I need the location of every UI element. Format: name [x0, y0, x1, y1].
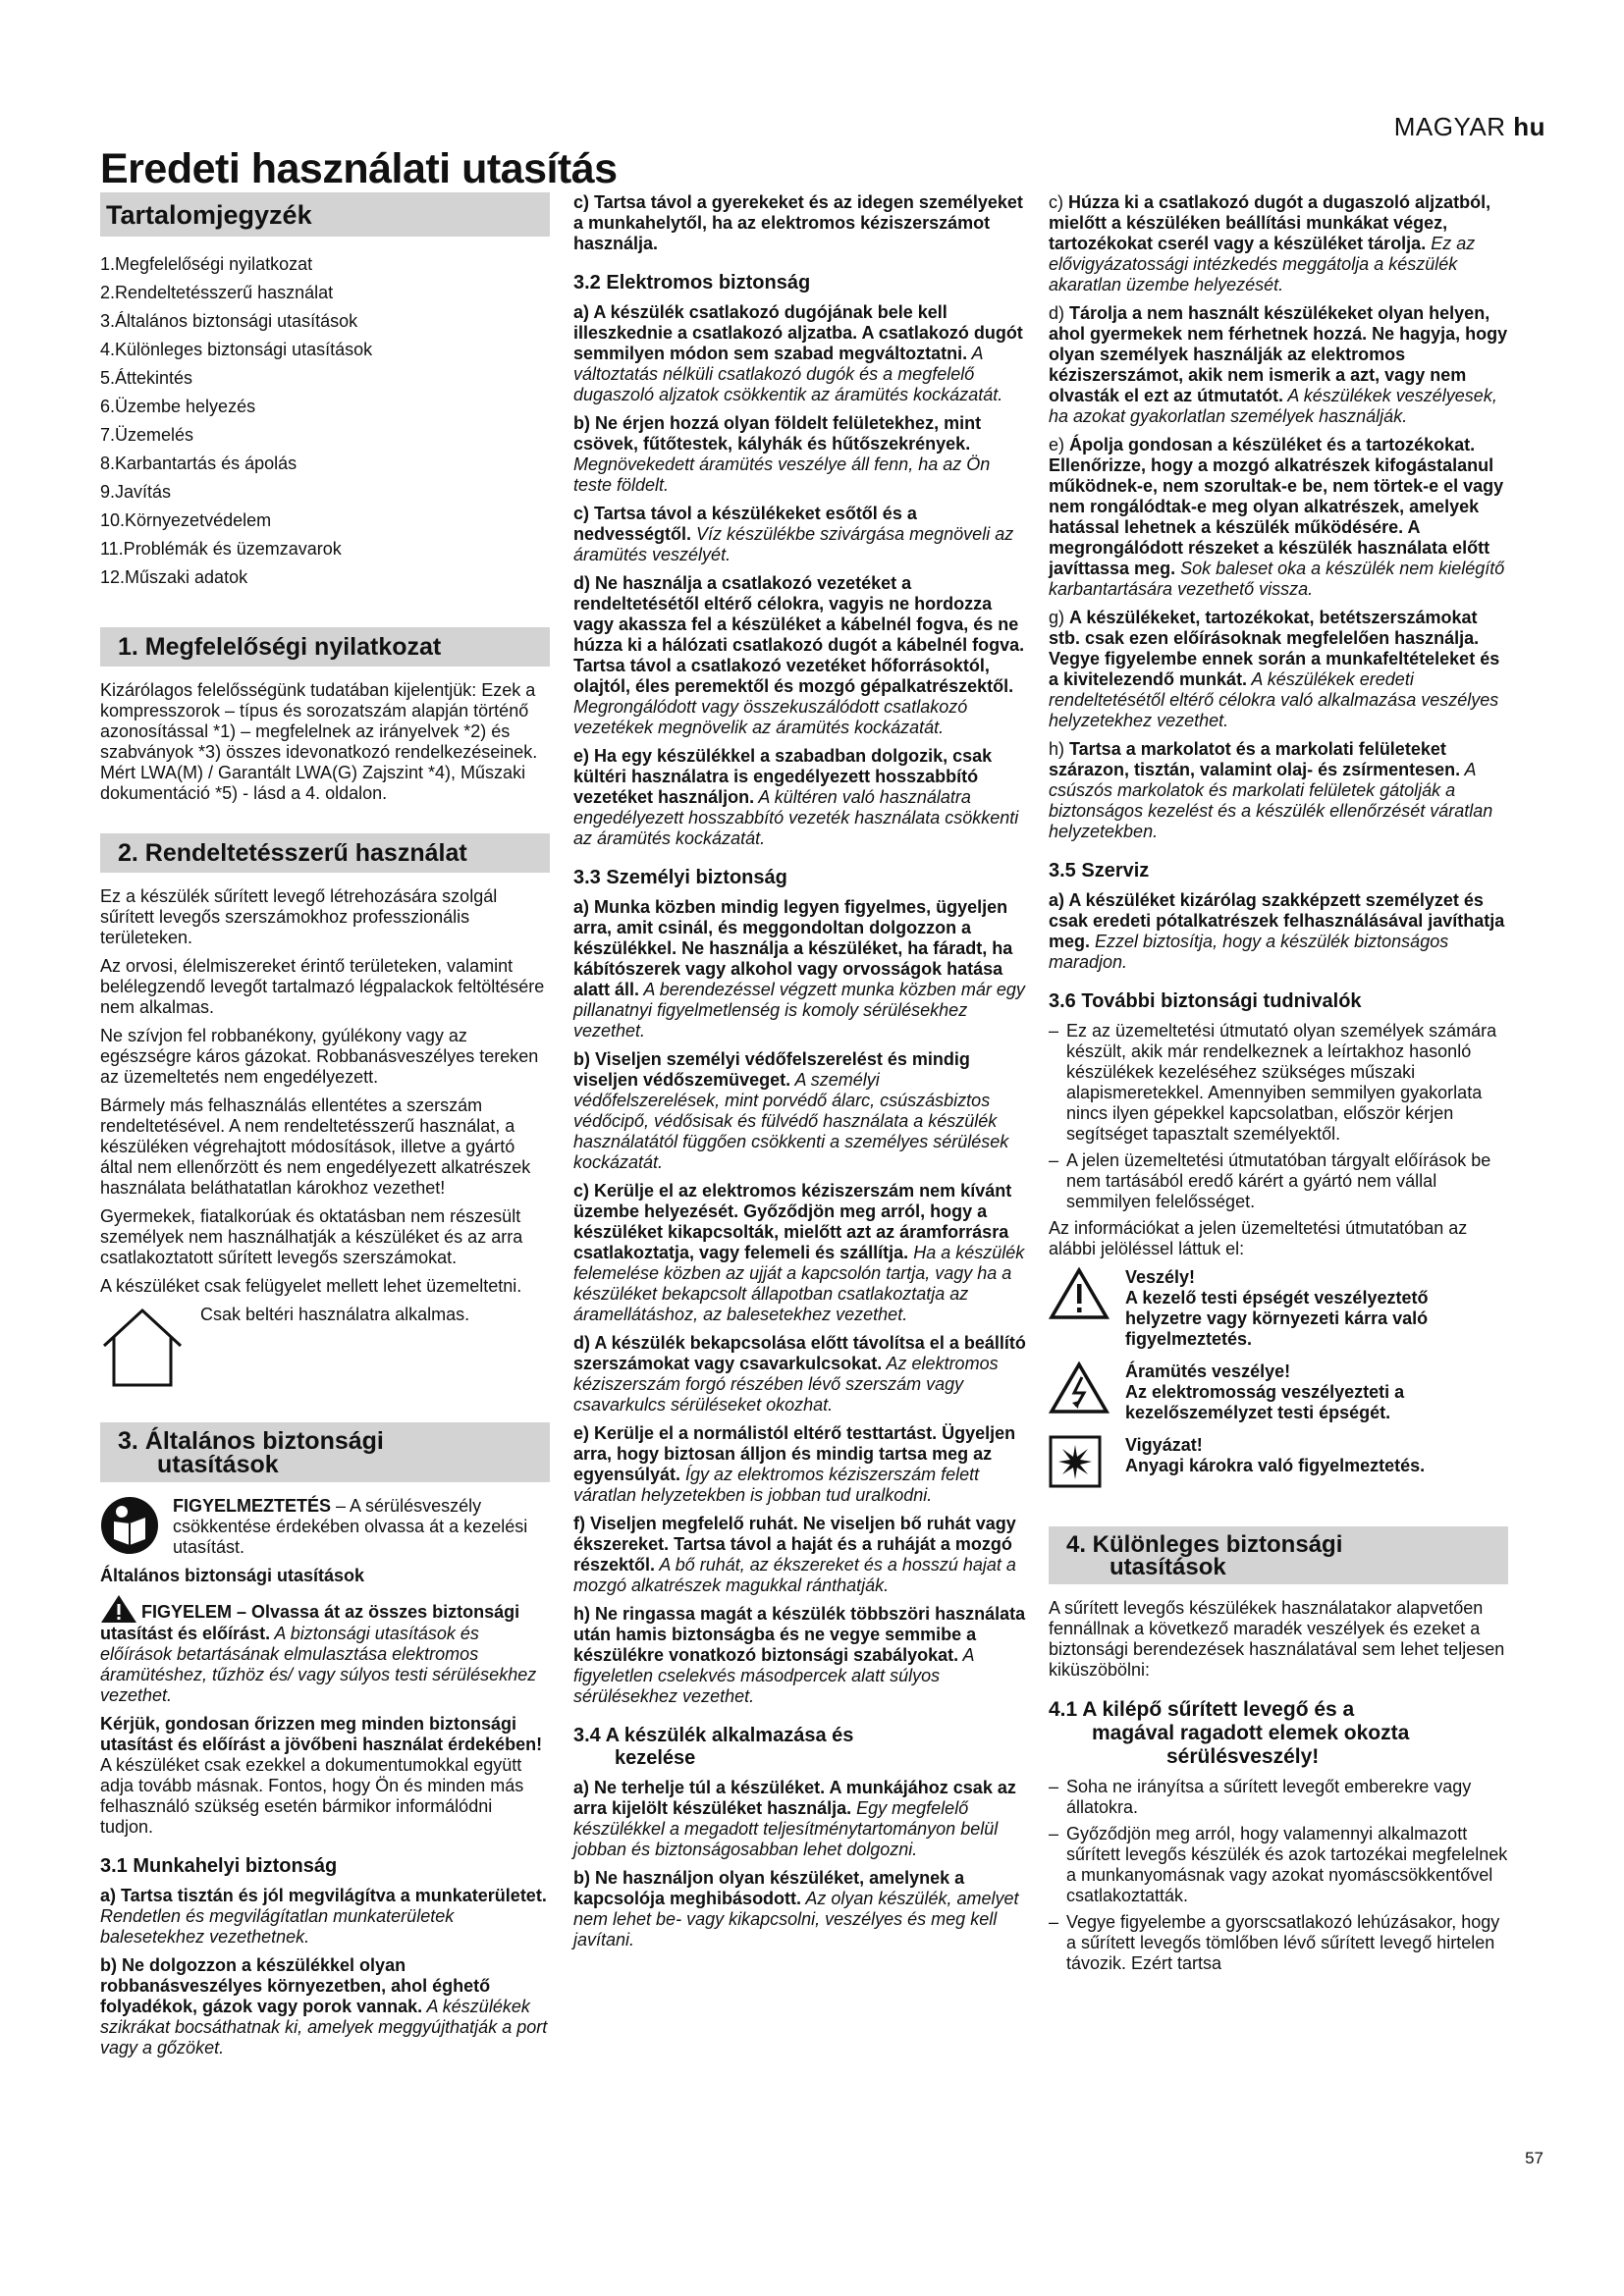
toc-item[interactable]: 1.Megfelelőségi nyilatkozat: [100, 254, 313, 274]
use-b: b) Ne használjon olyan készüléket, amelynek a kapcsolója meghibásodott. Az olyan készülék, amelyet nem lehet be- vagy kikapcsolni, veszélyes és meg kell javítani.: [573, 1868, 1019, 1949]
house-icon: [100, 1305, 185, 1389]
section-3-3-heading: 3.3 Személyi biztonság: [573, 867, 787, 888]
service-a: a) A készüléket kizárólag szakképzett személyzet és csak eredeti pótalkatrészek felhasználásával javíthatja meg. Ezzel biztosítja, hogy a készülék biztonságos maradjon.: [1049, 890, 1505, 972]
intended-use-p2: Az orvosi, élelmiszereket érintő területeken, valamint belélegzendő levegőt tartalmazó légpalackok feltöltésére nem alkalmas.: [100, 956, 545, 1017]
use-e: e) Ápolja gondosan a készüléket és a tartozékokat. Ellenőrizze, hogy a mozgó alkatrészek kifogástalanul működnek-e, nem szorultak-e be, nem törtek-e el vagy nem rongálódtak-e meg olyan alkatrészek, amelyek hatással lehetnek a készülék működésére. A megrongálódott részeket a készülék használata előtt javíttassa meg. Sok baleset oka a készülék nem kielégítő karbantartására vezethető vissza.: [1049, 435, 1505, 599]
language-label: MAGYAR hu: [1393, 112, 1545, 141]
toc-item[interactable]: 11.Problémák és üzemzavarok: [100, 539, 342, 559]
section-3-6-heading: 3.6 További biztonsági tudnivalók: [1049, 990, 1362, 1012]
section-3-2-heading: 3.2 Elektromos biztonság: [573, 272, 811, 294]
read-manual-icon: [100, 1496, 159, 1555]
general-safety-heading: Általános biztonsági utasítások: [100, 1566, 365, 1585]
toc-item[interactable]: 2.Rendeltetésszerű használat: [100, 283, 334, 302]
toc-item[interactable]: 7.Üzemelés: [100, 425, 194, 445]
personal-h: h) Ne ringassa magát a készülék többszöri használata után hamis biztonságba és ne vegye semmibe a készülékre vonatkozó biztonsági szabályokat. A figyeletlen cselekvés másodpercek alatt súlyos sérülésekhez vezethet.: [573, 1604, 1026, 1706]
toc-item[interactable]: 4.Különleges biztonsági utasítások: [100, 340, 373, 359]
list-item: – Soha ne irányítsa a sűrített levegőt emberekre vagy állatokra.: [1049, 1777, 1472, 1817]
use-c: c) Húzza ki a csatlakozó dugót a dugaszoló aljzatból, mielőtt a készüléken beállítási munkákat végez, tartozékokat cserél vagy a készüléket tárolja. Ez az elővigyázatossági intézkedés meggátolja a készülék akaratlan üzembe helyezését.: [1049, 192, 1491, 294]
section-3-5-heading: 3.5 Szerviz: [1049, 860, 1150, 881]
intended-use-p3: Ne szívjon fel robbanékony, gyúlékony vagy az egészségre káros gázokat. Robbanásveszélyes tereken az üzemeltetés nem engedélyezett.: [100, 1026, 539, 1087]
electrical-c: c) Tartsa távol a készülékeket esőtől és a nedvességtől. Víz készülékbe szivárgása megnöveli az áramütés veszélyét.: [573, 504, 1014, 564]
electrical-b: b) Ne érjen hozzá olyan földelt felületekhez, mint csövek, fűtőtestek, kályhák és hűtőszekrények. Megnövekedett áramütés veszélye áll fenn, ha az Ön teste földelt.: [573, 413, 991, 495]
electrical-e: e) Ha egy készülékkel a szabadban dolgozik, csak kültéri használatra is engedélyezett hosszabbító vezetéket használjon. A kültéren való használatra engedélyezett hosszabbító vezeték használata csökkenti az áramütés kockázatát.: [573, 746, 1019, 848]
workplace-b: b) Ne dolgozzon a készülékkel olyan robbanásveszélyes környezetben, ahol éghető folyadékok, gázok vagy porok vannak. A készülékek szikrákat bocsáthatnak ki, amelyek meggyújthatják a port vagy a gőzöket.: [100, 1955, 548, 2057]
electrical-a: a) A készülék csatlakozó dugójának bele kell illeszkednie a csatlakozó aljzatba. A csatlakozó dugót semmilyen módon sem szabad megváltoztatni. A változtatás nélküli csatlakozó dugók és a megfelelő dugaszoló aljzatok csökkentik az áramütés kockázatát.: [573, 302, 1023, 404]
use-g: g) A készülékeket, tartozékokat, betétszerszámokat stb. csak ezen előírásoknak megfelelően használja. Vegye figyelembe ennek során a munkafeltételeket és a kivitelezendő munkát. A készülékek eredeti rendeltetésétől eltérő célokra való alkalmazása veszélyes helyzetekhez vezethet.: [1049, 608, 1500, 730]
personal-e: e) Kerülje el a normálistól eltérő testtartást. Ügyeljen arra, hogy biztosan álljon és mindig tartsa meg az egyensúlyát. Így az elektromos kéziszerszám felett váratlan helyzetekben is jobban tud uralkodni.: [573, 1423, 1016, 1505]
indoor-use-text: Csak beltéri használatra alkalmas.: [200, 1305, 470, 1324]
section-3-heading: 3. Általános biztonsági utasítások: [100, 1422, 550, 1482]
read-manual-warning: FIGYELMEZTETÉS – A sérülésveszély csökkentése érdekében olvassa át a kezelési utasítást.: [100, 1496, 550, 1558]
toc-item[interactable]: 9.Javítás: [100, 482, 172, 502]
section-3-4-heading: 3.4 A készülék alkalmazása és kezelése: [573, 1725, 854, 1769]
column-3: [1049, 192, 1508, 1980]
toc-list: [100, 250, 550, 592]
list-item: – A jelen üzemeltetési útmutatóban tárgyalt előírások be nem tartásából eredő kárért a gyártó nem vállal semmilyen felelősséget.: [1049, 1150, 1491, 1211]
toc-item[interactable]: 6.Üzembe helyezés: [100, 397, 256, 416]
toc-item[interactable]: 5.Áttekintés: [100, 368, 193, 388]
list-item: – Vegye figyelembe a gyorscsatlakozó lehúzásakor, hogy a sűrített levegős tömlőben lévő sűrített levegő hirtelen távozik. Ezért tartsa: [1049, 1912, 1500, 1973]
electrical-d: d) Ne használja a csatlakozó vezetéket a rendeltetésétől eltérő célokra, vagyis ne hordozza vagy akassza fel a készüléket a kábelnél fogva, és ne húzza ki a hálózati csatlakozó dugót a kábelnél fogva. Tartsa távol a csatlakozó vezetéket hőforrásoktól, olajtól, éles peremektől és mozgó gépalkatrészektől. Megrongálódott vagy összekuszálódott csatlakozó vezetékek megnövelik az áramütés kockázatát.: [573, 573, 1025, 737]
intended-use-p1: Ez a készülék sűrített levegő létrehozására szolgál sűrített levegős szerszámokhoz professzionális területeken.: [100, 886, 498, 947]
caution-symbol-row: Vigyázat! Anyagi károkra való figyelmeztetés.: [1049, 1435, 1508, 1493]
intended-use-p5: Gyermekek, fiatalkorúak és oktatásban nem részesült személyek nem használhatják a készüléket és az arra csatlakoztatott sűrített levegős szerszámokat.: [100, 1206, 523, 1267]
use-d: d) Tárolja a nem használt készülékeket olyan helyen, ahol gyermekek nem férhetnek hozzá. Ne hagyja, hogy olyan személyek használják az elektromos kéziszerszámot, akik nem ismerik a azt, vagy nem olvasták el ezt az útmutatót. A készülékek veszélyesek, ha azokat gyakorlatlan személyek használják.: [1049, 303, 1508, 426]
symbols-intro: Az információkat a jelen üzemeltetési útmutatóban az alábbi jelöléssel láttuk el:: [1049, 1218, 1468, 1258]
warning-triangle-icon: [100, 1594, 137, 1624]
personal-f: f) Viseljen megfelelő ruhát. Ne viseljen bő ruhát vagy ékszereket. Tartsa távol a haját és a ruháját a mozgó részektől. A bő ruhát, az ékszereket és a hosszú hajat a mozgó alkatrészek magukkal ránthatják.: [573, 1514, 1016, 1595]
intended-use-p4: Bármely más felhasználás ellentétes a szerszám rendeltetésével. A nem rendeltetésszerű használat, a készüléken végrehajtott módosítások, illetve a gyártó által nem ellenőrzött és nem engedélyezett alkatrészek használata beláthatatlan károkhoz vezethet!: [100, 1095, 531, 1198]
personal-d: d) A készülék bekapcsolása előtt távolítsa el a beállító szerszámokat vagy csavarkulcsokat. Az elektromos kéziszerszám forgó részében lévő szerszám vagy csavarkulcs sérüléseket okozhat.: [573, 1333, 1026, 1415]
list-item: – Ez az üzemeltetési útmutató olyan személyek számára készült, akik már rendelkeznek a leírtakhoz hasonló készülékek kezeléséhez szükséges műszaki alapismeretekkel. Amennyiben semmilyen gyakorlata nincs ilyen gépekkel kapcsolatban, először kérjen segítséget tapasztalt személyektől.: [1049, 1021, 1497, 1144]
workplace-c: c) Tartsa távol a gyerekeket és az idegen személyeket a munkahelytől, ha az elektromos kéziszerszámot használja.: [573, 192, 1023, 253]
toc-item[interactable]: 10.Környezetvédelem: [100, 510, 272, 530]
section-4-1-heading: 4.1 A kilépő sűrített levegő és a magával ragadott elemek okozta sérülésveszély!: [1049, 1698, 1410, 1768]
toc-heading: Tartalomjegyzék: [100, 192, 550, 237]
danger-triangle-icon: [1049, 1267, 1110, 1320]
personal-c: c) Kerülje el az elektromos kéziszerszám nem kívánt üzembe helyezését. Győződjön meg arról, hogy a készüléket kikapcsolták, mielőtt azt az áramforrásra csatlakoztatja, vagy felemeli és szállítja. Ha a készülék felemelése közben az ujját a kapcsolón tartja, vagy ha a készüléket bekapcsolt állapotban csatlakoztatja az áramellátáshoz, az balesetekhez vezethet.: [573, 1181, 1025, 1324]
section-2-heading: 2. Rendeltetésszerű használat: [100, 833, 550, 873]
page-title: Eredeti használati utasítás: [100, 145, 618, 192]
material-damage-icon: [1049, 1435, 1102, 1488]
toc-item[interactable]: 3.Általános biztonsági utasítások: [100, 311, 358, 331]
conformity-text: Kizárólagos felelősségünk tudatában kijelentjük: Ezek a kompresszorok – típus és sorozatszám alapján történő azonosítással *1) – megfelelnek az irányelvek *2) és szabványok *3) összes idevonatkozó rendelkezéseinek. Mért LWA(M) / Garantált LWA(G) Zajszint *4), Műszaki dokumentáció *5) - lásd a 4. oldalon.: [100, 680, 538, 803]
section-3-1-heading: 3.1 Munkahelyi biztonság: [100, 1855, 338, 1877]
column-1: [100, 192, 550, 2066]
section-1-heading: 1. Megfelelőségi nyilatkozat: [100, 627, 550, 667]
toc-item[interactable]: 12.Műszaki adatok: [100, 567, 248, 587]
danger-symbol-row: Veszély! A kezelő testi épségét veszélyeztető helyzetre vagy környezeti kárra való figyelmeztetés.: [1049, 1267, 1508, 1350]
section-4-heading: 4. Különleges biztonsági utasítások: [1049, 1526, 1508, 1584]
electric-shock-icon: [1049, 1362, 1110, 1415]
use-a: a) Ne terhelje túl a készüléket. A munkájához csak az arra kijelölt készüléket használja. Egy megfelelő készülékkel a megadott teljesítménytartományon belül jobban és biztonságosabban lehet dolgozni.: [573, 1778, 1016, 1859]
page-number: 57: [1525, 2149, 1543, 2167]
indoor-use-note: [100, 1305, 550, 1389]
personal-b: b) Viseljen személyi védőfelszerelést és mindig viseljen védőszemüveget. A személyi védőfelszerelések, mint porvédő álarc, csúszásbiztos védőcipő, védősisak és fülvédő használata a készülék használatától függően csökkenti a személyes sérülések kockázatát.: [573, 1049, 1009, 1172]
caution-paragraph: FIGYELEM – Olvassa át az összes biztonsági utasítást és előírást. A biztonsági utasítások és előírások betartásának elmulasztása elektromos áramütéshez, tűzhöz és/ vagy súlyos testi sérülésekhez vezethet.: [100, 1594, 550, 1706]
section-4-intro: A sűrített levegős készülékek használatakor alapvetően fennállnak a következő maradék veszélyek és ezeket a biztonsági berendezések használatával sem lehet teljesen kiküszöbölni:: [1049, 1598, 1505, 1680]
personal-a: a) Munka közben mindig legyen figyelmes, ügyeljen arra, amit csinál, és meggondoltan dolgozzon a készülékkel. Ne használja a készüléket, ha fáradt, ha kábítószerek vagy alkohol vagy orvosságok hatása alatt áll. A berendezéssel végzett munka közben már egy pillanatnyi figyelmetlenség is komoly sérülésekhez vezethet.: [573, 897, 1025, 1041]
workplace-a: a) Tartsa tisztán és jól megvilágítva a munkaterületet. Rendetlen és megvilágítatlan munkaterületek balesetekhez vezethetnek.: [100, 1886, 547, 1947]
list-item: – Győződjön meg arról, hogy valamennyi alkalmazott sűrített levegős készülék és azok tartozékai megfelelnek a munkanyomásnak vagy azokat nyomáscsökkentővel csatlakoztatták.: [1049, 1824, 1508, 1905]
column-2: [573, 192, 1029, 1958]
use-h: h) Tartsa a markolatot és a markolati felületeket szárazon, tisztán, valamint olaj- és zsírmentesen. A csúszós markolatok és markolati felületek gátolják a biztonságos kezelést és a készülék ellenőrzését váratlan helyzetekben.: [1049, 739, 1493, 841]
intended-use-p6: A készüléket csak felügyelet mellett lehet üzemeltetni.: [100, 1276, 522, 1296]
electric-symbol-row: Áramütés veszélye! Az elektromosság veszélyezteti a kezelőszemélyzet testi épségét.: [1049, 1362, 1508, 1423]
keep-instructions: Kérjük, gondosan őrizzen meg minden biztonsági utasítást és előírást a jövőbeni használat érdekében! A készüléket csak ezekkel a dokumentumokkal együtt adja tovább másnak. Fontos, hogy Ön és minden más felhasználó szükség esetén bármikor informálódni tudjon.: [100, 1714, 543, 1837]
toc-item[interactable]: 8.Karbantartás és ápolás: [100, 454, 298, 473]
